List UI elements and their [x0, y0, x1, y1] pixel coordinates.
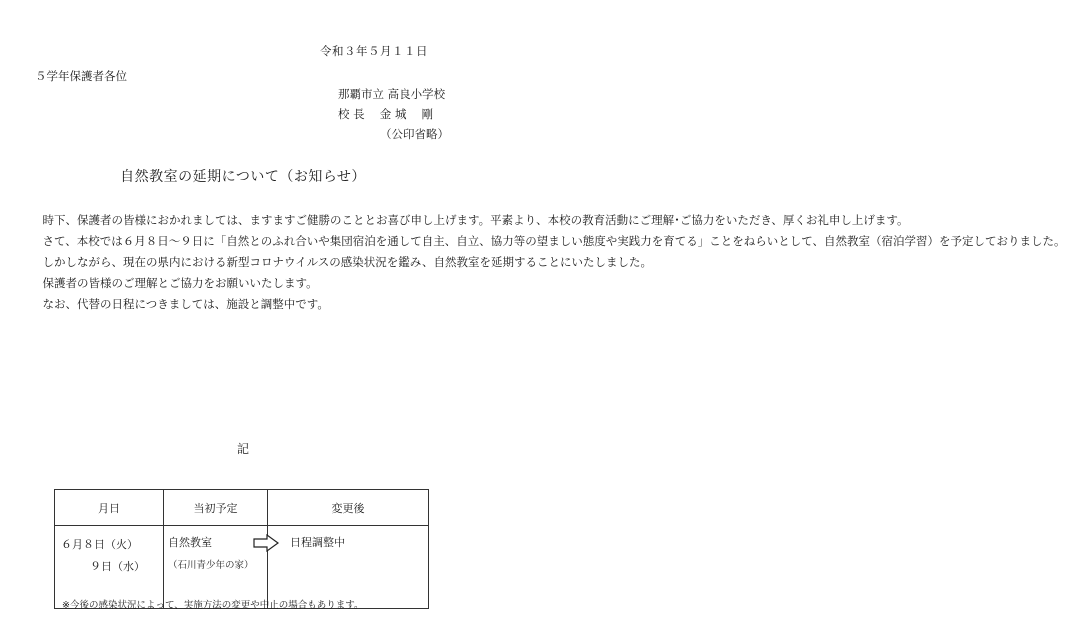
body-paragraph-1: 時下、保護者の皆様におかれましては、ますますご健勝のこととお喜び申し上げます。平素より、本校の教育活動にご理解･ご協力をいただき、厚くお礼申し上げます。 [31, 213, 909, 227]
body-paragraph-3: しかしながら、現在の県内における新型コロナウイルスの感染状況を鑑み、自然教室を延期することにいたしました。 [31, 255, 652, 269]
sender-block [338, 84, 449, 144]
original-place: （石川青少年の家） [168, 560, 254, 571]
school-name: 那覇市立 高良小学校 [338, 87, 446, 101]
body-paragraph-5: なお、代替の日程につきましては、施設と調整中です。 [31, 297, 329, 311]
principal-name: 校 長 金 城 剛 [338, 107, 434, 121]
date-line-2: ９日（水） [90, 560, 145, 573]
addressee: ５学年保護者各位 [35, 69, 127, 83]
body-paragraph-4: 保護者の皆様のご理解とご協力をお願いいたします。 [31, 276, 318, 290]
header-original: 当初予定 [164, 490, 268, 526]
seal-note: （公印省略） [380, 127, 449, 141]
body-paragraph-2: さて、本校では６月８日～９日に「自然とのふれ合いや集団宿泊を通して自主、自立、協力等の望ましい態度や実践力を育てる」ことをねらいとして、自然教室（宿泊学習）を予定しておりました。 [31, 234, 1066, 248]
header-changed: 変更後 [268, 490, 429, 526]
table-header-row [55, 490, 429, 526]
original-event: 自然教室 [168, 536, 212, 549]
footnote: ※今後の感染状況によって、実施方法の変更や中止の場合もあります。 [62, 600, 364, 611]
header-date: 月日 [55, 490, 164, 526]
date-line-1: ６月８日（火） [61, 538, 138, 551]
document-title: 自然教室の延期について（お知らせ） [120, 169, 366, 185]
record-mark: 記 [236, 442, 249, 456]
schedule-table [54, 489, 429, 609]
right-arrow-outline-icon [253, 534, 279, 552]
cell-changed: 日程調整中 [268, 526, 429, 609]
body-text [31, 210, 1066, 315]
document-date: 令和３年５月１１日 [320, 44, 428, 58]
